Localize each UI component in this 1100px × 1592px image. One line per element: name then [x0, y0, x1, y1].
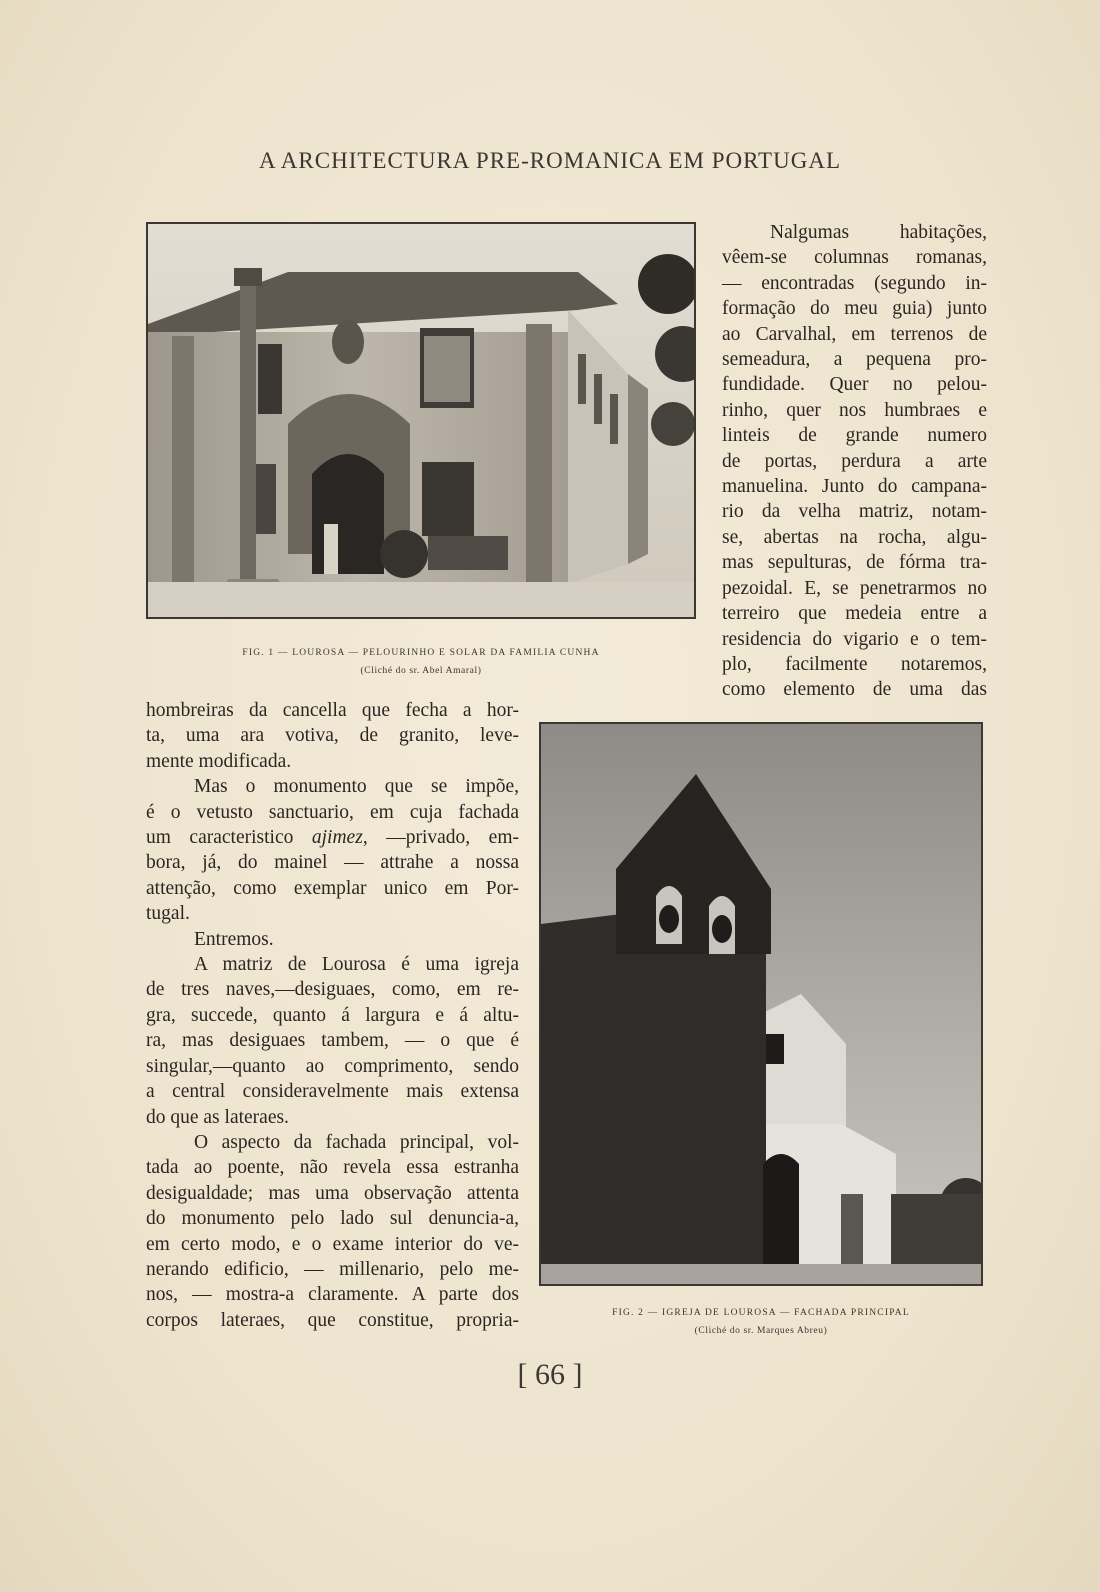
text-line: pezoidal. E, se penetrarmos no: [722, 577, 987, 599]
text-line: um caracteristico ajimez, —privado, em-: [146, 827, 519, 849]
figure-2-caption: FIG. 2 — IGREJA DE LOUROSA — FACHADA PRINCIPAL: [612, 1308, 910, 1318]
solar-pelourinho-illustration: [148, 224, 694, 617]
text-line: Mas o monumento que se impõe,: [194, 776, 519, 798]
figure-1-credit: (Cliché do sr. Abel Amaral): [360, 666, 482, 676]
text-line: desigualdade; mas uma observação attenta: [146, 1182, 519, 1204]
figure-1-caption: FIG. 1 — LOUROSA — PELOURINHO E SOLAR DA FAMILIA CUNHA: [242, 648, 600, 658]
text-line: linteis de grande numero: [722, 425, 987, 447]
text-line: tugal.: [146, 903, 190, 925]
text-line: do que as lateraes.: [146, 1106, 289, 1128]
text-line: Entremos.: [194, 928, 274, 950]
text-line: do monumento pelo lado sul denuncia-a,: [146, 1208, 519, 1230]
text-line: de tres naves,—desiguaes, como, em re-: [146, 979, 519, 1001]
text-line: — encontradas (segundo in-: [722, 272, 987, 294]
text-line: ao Carvalhal, em terrenos de: [722, 323, 987, 345]
figure-2-credit: (Cliché do sr. Marques Abreu): [694, 1326, 828, 1336]
text-line: rio da velha matriz, notam-: [722, 501, 987, 523]
text-line: rinho, quer nos humbraes e: [722, 399, 987, 421]
page-number: [ 66 ]: [517, 1358, 583, 1391]
text-line: residencia do vigario e o tem-: [722, 628, 987, 650]
text-line: O aspecto da fachada principal, vol-: [194, 1131, 519, 1153]
text-line: formação do meu guia) junto: [722, 298, 987, 320]
text-line: corpos lateraes, que constitue, propria-: [146, 1309, 519, 1331]
text-line: manuelina. Junto do campana-: [722, 476, 987, 498]
text-line: em certo modo, e o exame interior do ve-: [146, 1233, 519, 1255]
text-line: mas sepulturas, de fórma tra-: [722, 552, 987, 574]
text-line: é o vetusto sanctuario, em cuja fachada: [146, 801, 519, 823]
text-line: gra, succede, quanto á largura e á altu-: [146, 1004, 519, 1026]
running-head: A ARCHITECTURA PRE-ROMANICA EM PORTUGAL: [258, 148, 841, 173]
text-line: como elemento de uma das: [722, 679, 987, 701]
text-line: hombreiras da cancella que fecha a hor-: [146, 700, 519, 721]
text-line: mente modificada.: [146, 750, 292, 772]
text-line: plo, facilmente notaremos,: [722, 653, 987, 675]
text-line: ra, mas desiguaes tambem, — o que é: [146, 1030, 519, 1052]
text-line: semeadura, a pequena pro-: [722, 349, 987, 371]
text-line: Nalgumas habitações,: [770, 222, 987, 243]
text-line: se, abertas na rocha, algu-: [722, 526, 987, 548]
text-line: attenção, como exemplar unico em Por-: [146, 877, 519, 899]
text-line: terreiro que medeia entre a: [722, 603, 987, 625]
text-line: singular,—quanto ao comprimento, sendo: [146, 1055, 519, 1077]
figure-2-caption-block: [539, 1308, 983, 1336]
text-line: ta, uma ara votiva, de granito, leve-: [146, 725, 519, 747]
figure-1-caption-block: [146, 648, 696, 676]
text-line: bora, já, do mainel — attrahe a nossa: [146, 852, 519, 874]
igreja-lourosa-illustration: [541, 724, 981, 1284]
text-line: fundidade. Quer no pelou-: [722, 374, 987, 396]
text-line: A matriz de Lourosa é uma igreja: [194, 954, 519, 976]
text-line: tada ao poente, não revela essa estranha: [146, 1157, 519, 1179]
figure-1-photo: [146, 222, 696, 619]
text-line: nos, — mostra-a claramente. A parte dos: [146, 1284, 519, 1306]
text-line: vêem-se columnas romanas,: [722, 247, 987, 269]
figure-2-photo: [539, 722, 983, 1286]
italic-term: ajimez: [311, 827, 363, 849]
text-line: a central consideravelmente mais extensa: [146, 1081, 519, 1103]
right-text-column: [722, 220, 987, 703]
text-line: nerando edificio, — millenario, pelo me-: [146, 1258, 519, 1280]
left-text-column: [146, 698, 519, 1333]
text-line: de portas, perdura a arte: [722, 450, 987, 472]
